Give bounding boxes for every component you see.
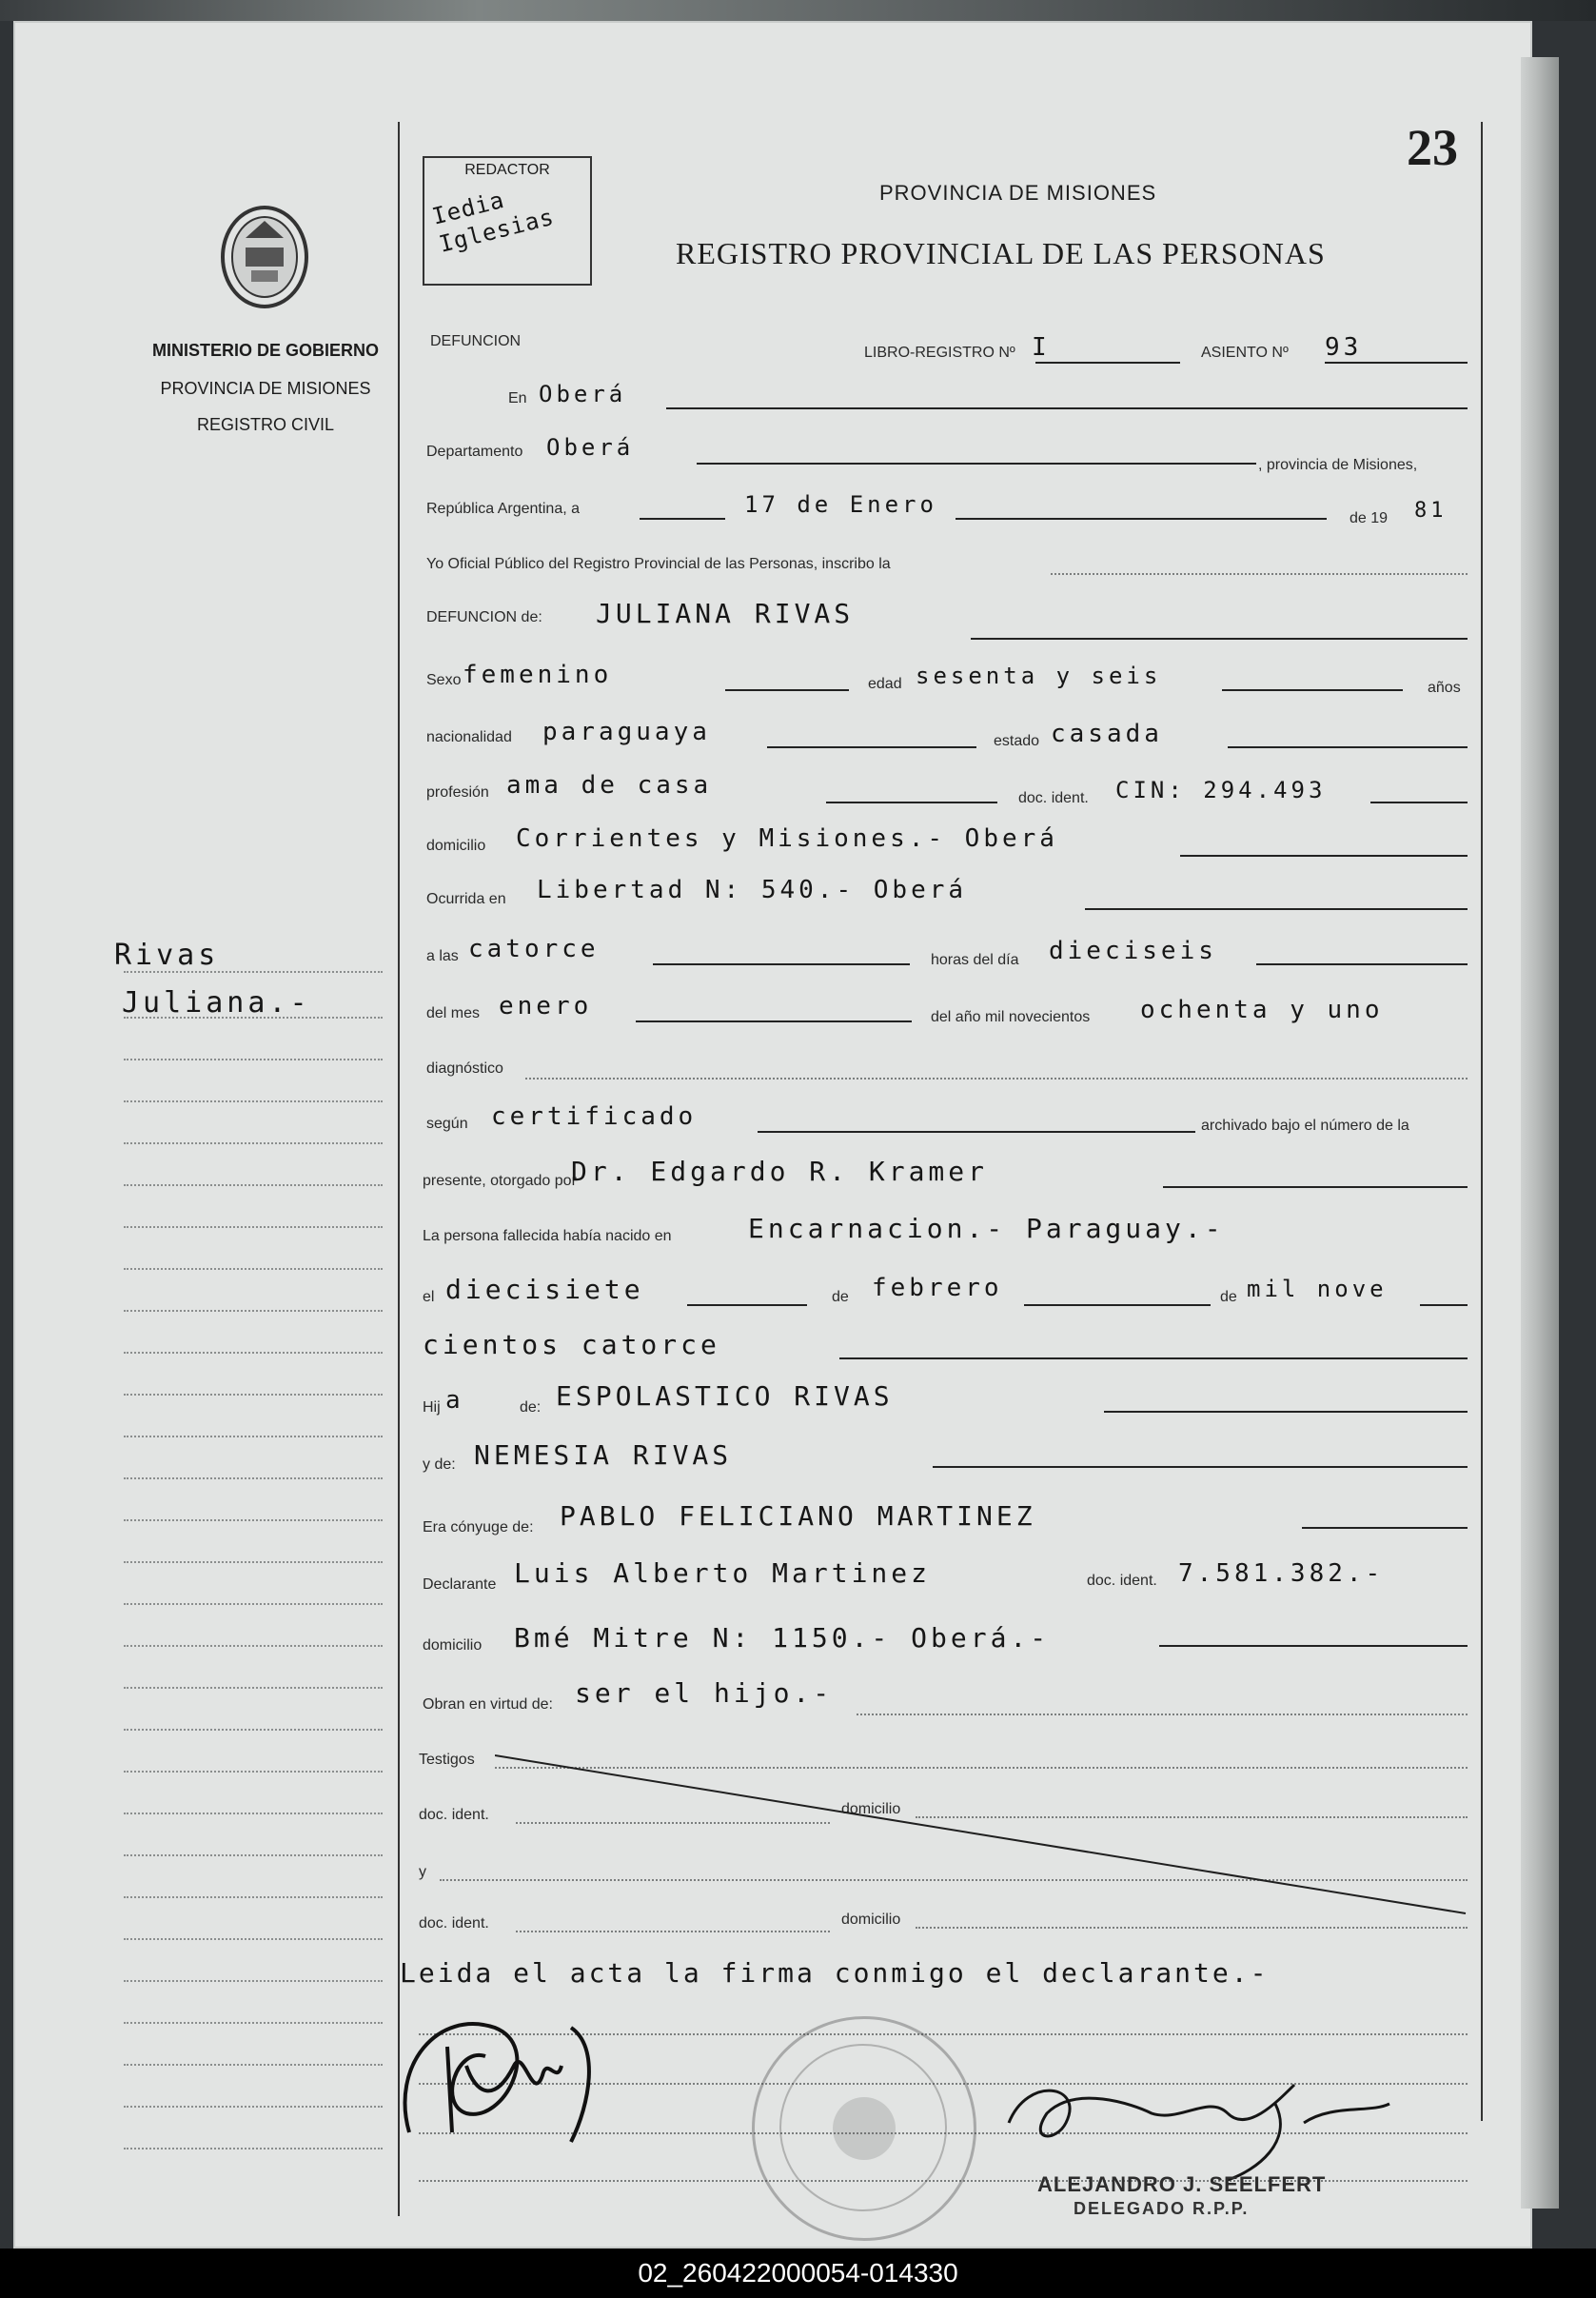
estado-value: casada	[1051, 720, 1163, 748]
margin-note-name: Juliana.-	[122, 986, 311, 1020]
ocurrida-underline	[1085, 908, 1468, 910]
fecha-underline-b	[956, 518, 1327, 520]
declarante-value: Luis Alberto Martinez	[514, 1557, 932, 1589]
a-las-label: a las	[426, 948, 459, 964]
scanner-background-top	[0, 0, 1596, 21]
estado-underline	[1228, 746, 1468, 748]
nacido-value: Encarnacion.- Paraguay.-	[748, 1213, 1225, 1244]
y-label: y	[419, 1864, 426, 1880]
declarante-dom-label: domicilio	[423, 1637, 483, 1654]
a-las-value: catorce	[468, 935, 600, 963]
presente-value: Dr. Edgardo R. Kramer	[571, 1156, 989, 1187]
declarante-dom-underline	[1159, 1645, 1468, 1647]
testigos-strike-line	[495, 1752, 1475, 1923]
mes-value: enero	[499, 992, 593, 1020]
coat-of-arms-icon	[217, 200, 312, 314]
conyuge-label: Era cónyuge de:	[423, 1519, 534, 1535]
doc-underline	[1370, 802, 1468, 803]
stamp-title: DELEGADO R.P.P.	[1074, 2199, 1250, 2218]
de-mes-label: de	[832, 1289, 849, 1305]
margin-line	[124, 1561, 383, 1563]
testigo1-dom-label: domicilio	[841, 1801, 901, 1817]
margin-line	[124, 1017, 383, 1019]
sexo-value: femenino	[463, 661, 613, 689]
departamento-label: Departamento	[426, 444, 523, 460]
margin-line	[124, 1142, 383, 1144]
declarante-doc-label: doc. ident.	[1087, 1573, 1157, 1589]
ministry-line3: REGISTRO CIVIL	[196, 415, 335, 434]
de-anio-underline	[1420, 1304, 1468, 1306]
anio-label: del año mil novecientos	[931, 1009, 1091, 1025]
profesion-value: ama de casa	[506, 771, 713, 800]
diagnostico-label: diagnóstico	[426, 1060, 503, 1077]
ocurrida-label: Ocurrida en	[426, 891, 506, 907]
registry-title: REGISTRO PROVINCIAL DE LAS PERSONAS	[676, 236, 1326, 270]
margin-line	[124, 1813, 383, 1814]
margin-line	[124, 1896, 383, 1898]
margin-line	[124, 1519, 383, 1521]
edad-underline	[1222, 689, 1403, 691]
form-left-rule	[398, 122, 400, 2216]
republica-label: República Argentina, a	[426, 501, 580, 517]
redactor-box	[423, 156, 592, 286]
ministry-line1: MINISTERIO DE GOBIERNO	[151, 341, 380, 360]
margin-line	[124, 1603, 383, 1605]
el-value: diecisiete	[445, 1274, 644, 1305]
oficial-text: Yo Oficial Público del Registro Provincial de las Personas, inscribo la	[426, 556, 891, 572]
estado-label: estado	[994, 733, 1040, 749]
libro-underline	[1035, 362, 1180, 364]
margin-line	[124, 1310, 383, 1312]
testigo2-dom-dotline	[916, 1927, 1468, 1929]
official-round-seal	[752, 2016, 976, 2241]
profesion-underline	[826, 802, 997, 803]
scan-id-footer: 02_260422000054-014330	[0, 2248, 1596, 2298]
departamento-value: Oberá	[546, 434, 635, 461]
segun-label: según	[426, 1116, 468, 1132]
libro-label: LIBRO-REGISTRO Nº	[864, 345, 1015, 361]
edad-value: sesenta y seis	[916, 663, 1162, 689]
obran-value: ser el hijo.-	[575, 1677, 834, 1709]
mother-underline	[933, 1466, 1468, 1468]
en-label: En	[508, 390, 527, 406]
margin-line	[124, 1854, 383, 1856]
margin-line	[124, 971, 383, 973]
margin-line	[124, 1980, 383, 1982]
stamp-name: ALEJANDRO J. SEELFERT	[1037, 2172, 1327, 2196]
testigo2-doc-dotline	[516, 1931, 830, 1932]
province-heading: PROVINCIA DE MISIONES	[879, 181, 1157, 205]
profesion-label: profesión	[426, 784, 489, 801]
year-value: 81	[1414, 499, 1448, 523]
record-type-label: DEFUNCION	[430, 333, 522, 349]
margin-line	[124, 2064, 383, 2066]
obran-label: Obran en virtud de:	[423, 1696, 553, 1713]
form-right-rule	[1481, 122, 1483, 2121]
defuncion-de-label: DEFUNCION de:	[426, 609, 542, 625]
asiento-label: ASIENTO Nº	[1201, 345, 1289, 361]
de-anio-label: de	[1220, 1289, 1237, 1305]
margin-line	[124, 1394, 383, 1396]
provincia-suffix: , provincia de Misiones,	[1258, 457, 1418, 473]
de-mes-underline	[1024, 1304, 1211, 1306]
margin-line	[124, 1477, 383, 1479]
declarante-doc-value: 7.581.382.-	[1178, 1559, 1385, 1588]
margin-line	[124, 1645, 383, 1647]
dia-underline	[1256, 963, 1468, 965]
sexo-underline	[725, 689, 849, 691]
segun-underline	[758, 1131, 1195, 1133]
margin-line	[124, 2148, 383, 2149]
nacionalidad-label: nacionalidad	[426, 729, 512, 745]
redactor-handwriting: Iedia Iglesias	[429, 186, 558, 258]
year-label: de 19	[1350, 510, 1389, 526]
ministry-line2: PROVINCIA DE MISIONES	[160, 379, 371, 398]
testigos-label: Testigos	[419, 1752, 475, 1768]
margin-line	[124, 2106, 383, 2108]
margin-line	[124, 1687, 383, 1689]
el-label: el	[423, 1289, 435, 1305]
segun-value: certificado	[491, 1102, 698, 1131]
doc-value: CIN: 294.493	[1115, 777, 1327, 803]
anos-label: años	[1428, 680, 1461, 696]
margin-line	[124, 1184, 383, 1186]
margin-line	[124, 1226, 383, 1228]
father-name: ESPOLASTICO RIVAS	[556, 1380, 894, 1412]
mother-name: NEMESIA RIVAS	[474, 1439, 733, 1471]
fecha-value: 17 de Enero	[744, 491, 937, 518]
testigo2-doc-label: doc. ident.	[419, 1915, 489, 1932]
en-value: Oberá	[539, 381, 627, 407]
leida-text: Leida el acta la firma conmigo el declarante.-	[400, 1957, 1270, 1989]
de-mes-value: febrero	[872, 1274, 1003, 1302]
edad-label: edad	[868, 676, 902, 692]
hij-suffix: a	[445, 1386, 464, 1415]
horas-label: horas del día	[931, 952, 1019, 968]
fecha-underline-a	[640, 518, 725, 520]
nacionalidad-value: paraguaya	[542, 718, 711, 746]
archivado-label: archivado bajo el número de la	[1201, 1118, 1409, 1134]
domicilio-value: Corrientes y Misiones.- Oberá	[516, 824, 1058, 853]
margin-line	[124, 1436, 383, 1437]
margin-line	[124, 1059, 383, 1060]
declarante-dom-value: Bmé Mitre N: 1150.- Oberá.-	[514, 1622, 1051, 1654]
hij-de-label: de:	[520, 1399, 542, 1416]
margin-line	[124, 1352, 383, 1354]
declarant-signature-icon	[381, 1990, 609, 2161]
anio-value: ochenta y uno	[1140, 996, 1384, 1024]
mes-underline	[636, 1020, 912, 1022]
mes-label: del mes	[426, 1005, 481, 1021]
spouse-underline	[1302, 1527, 1468, 1529]
testigo1-doc-label: doc. ident.	[419, 1807, 489, 1823]
margin-note-surname: Rivas	[114, 939, 220, 972]
cientos-value: cientos catorce	[423, 1329, 720, 1360]
spouse-name: PABLO FELICIANO MARTINEZ	[560, 1500, 1036, 1532]
margin-line	[124, 2022, 383, 2024]
asiento-underline	[1325, 362, 1468, 364]
deceased-name: JULIANA RIVAS	[596, 598, 855, 629]
el-underline	[687, 1304, 807, 1306]
a-las-underline	[653, 963, 910, 965]
dia-value: dieciseis	[1049, 937, 1217, 965]
nacido-label: La persona fallecida había nacido en	[423, 1228, 672, 1244]
official-signature-icon	[990, 2066, 1409, 2189]
redactor-label: REDACTOR	[464, 162, 550, 178]
page-stack-edge	[1521, 57, 1559, 2209]
en-underline	[666, 407, 1468, 409]
margin-line	[124, 1938, 383, 1940]
testigo2-dom-label: domicilio	[841, 1912, 901, 1928]
ocurrida-value: Libertad N: 540.- Oberá	[537, 876, 968, 904]
y-de-label: y de:	[423, 1456, 456, 1473]
domicilio-underline	[1180, 855, 1468, 857]
margin-line	[124, 1100, 383, 1102]
de-anio-value: mil nove	[1247, 1276, 1388, 1302]
domicilio-label: domicilio	[426, 838, 486, 854]
oficial-dotline	[1051, 573, 1468, 575]
diagnostico-dotline	[525, 1078, 1468, 1080]
presente-underline	[1163, 1186, 1468, 1188]
cientos-underline	[839, 1357, 1468, 1359]
obran-dotline	[857, 1714, 1468, 1715]
father-underline	[1104, 1411, 1468, 1413]
doc-label: doc. ident.	[1018, 790, 1089, 806]
departamento-underline	[697, 463, 1256, 465]
nacionalidad-underline	[767, 746, 976, 748]
deceased-underline	[971, 638, 1468, 640]
margin-line	[124, 1771, 383, 1773]
margin-line	[124, 1268, 383, 1270]
declarante-label: Declarante	[423, 1576, 497, 1593]
margin-line	[124, 1729, 383, 1731]
presente-label: presente, otorgado por	[423, 1173, 577, 1189]
sexo-label: Sexo	[426, 672, 462, 688]
libro-value: I	[1032, 333, 1051, 362]
hij-label: Hij	[423, 1399, 441, 1416]
page-number: 23	[1407, 119, 1458, 176]
asiento-value: 93	[1325, 333, 1363, 362]
